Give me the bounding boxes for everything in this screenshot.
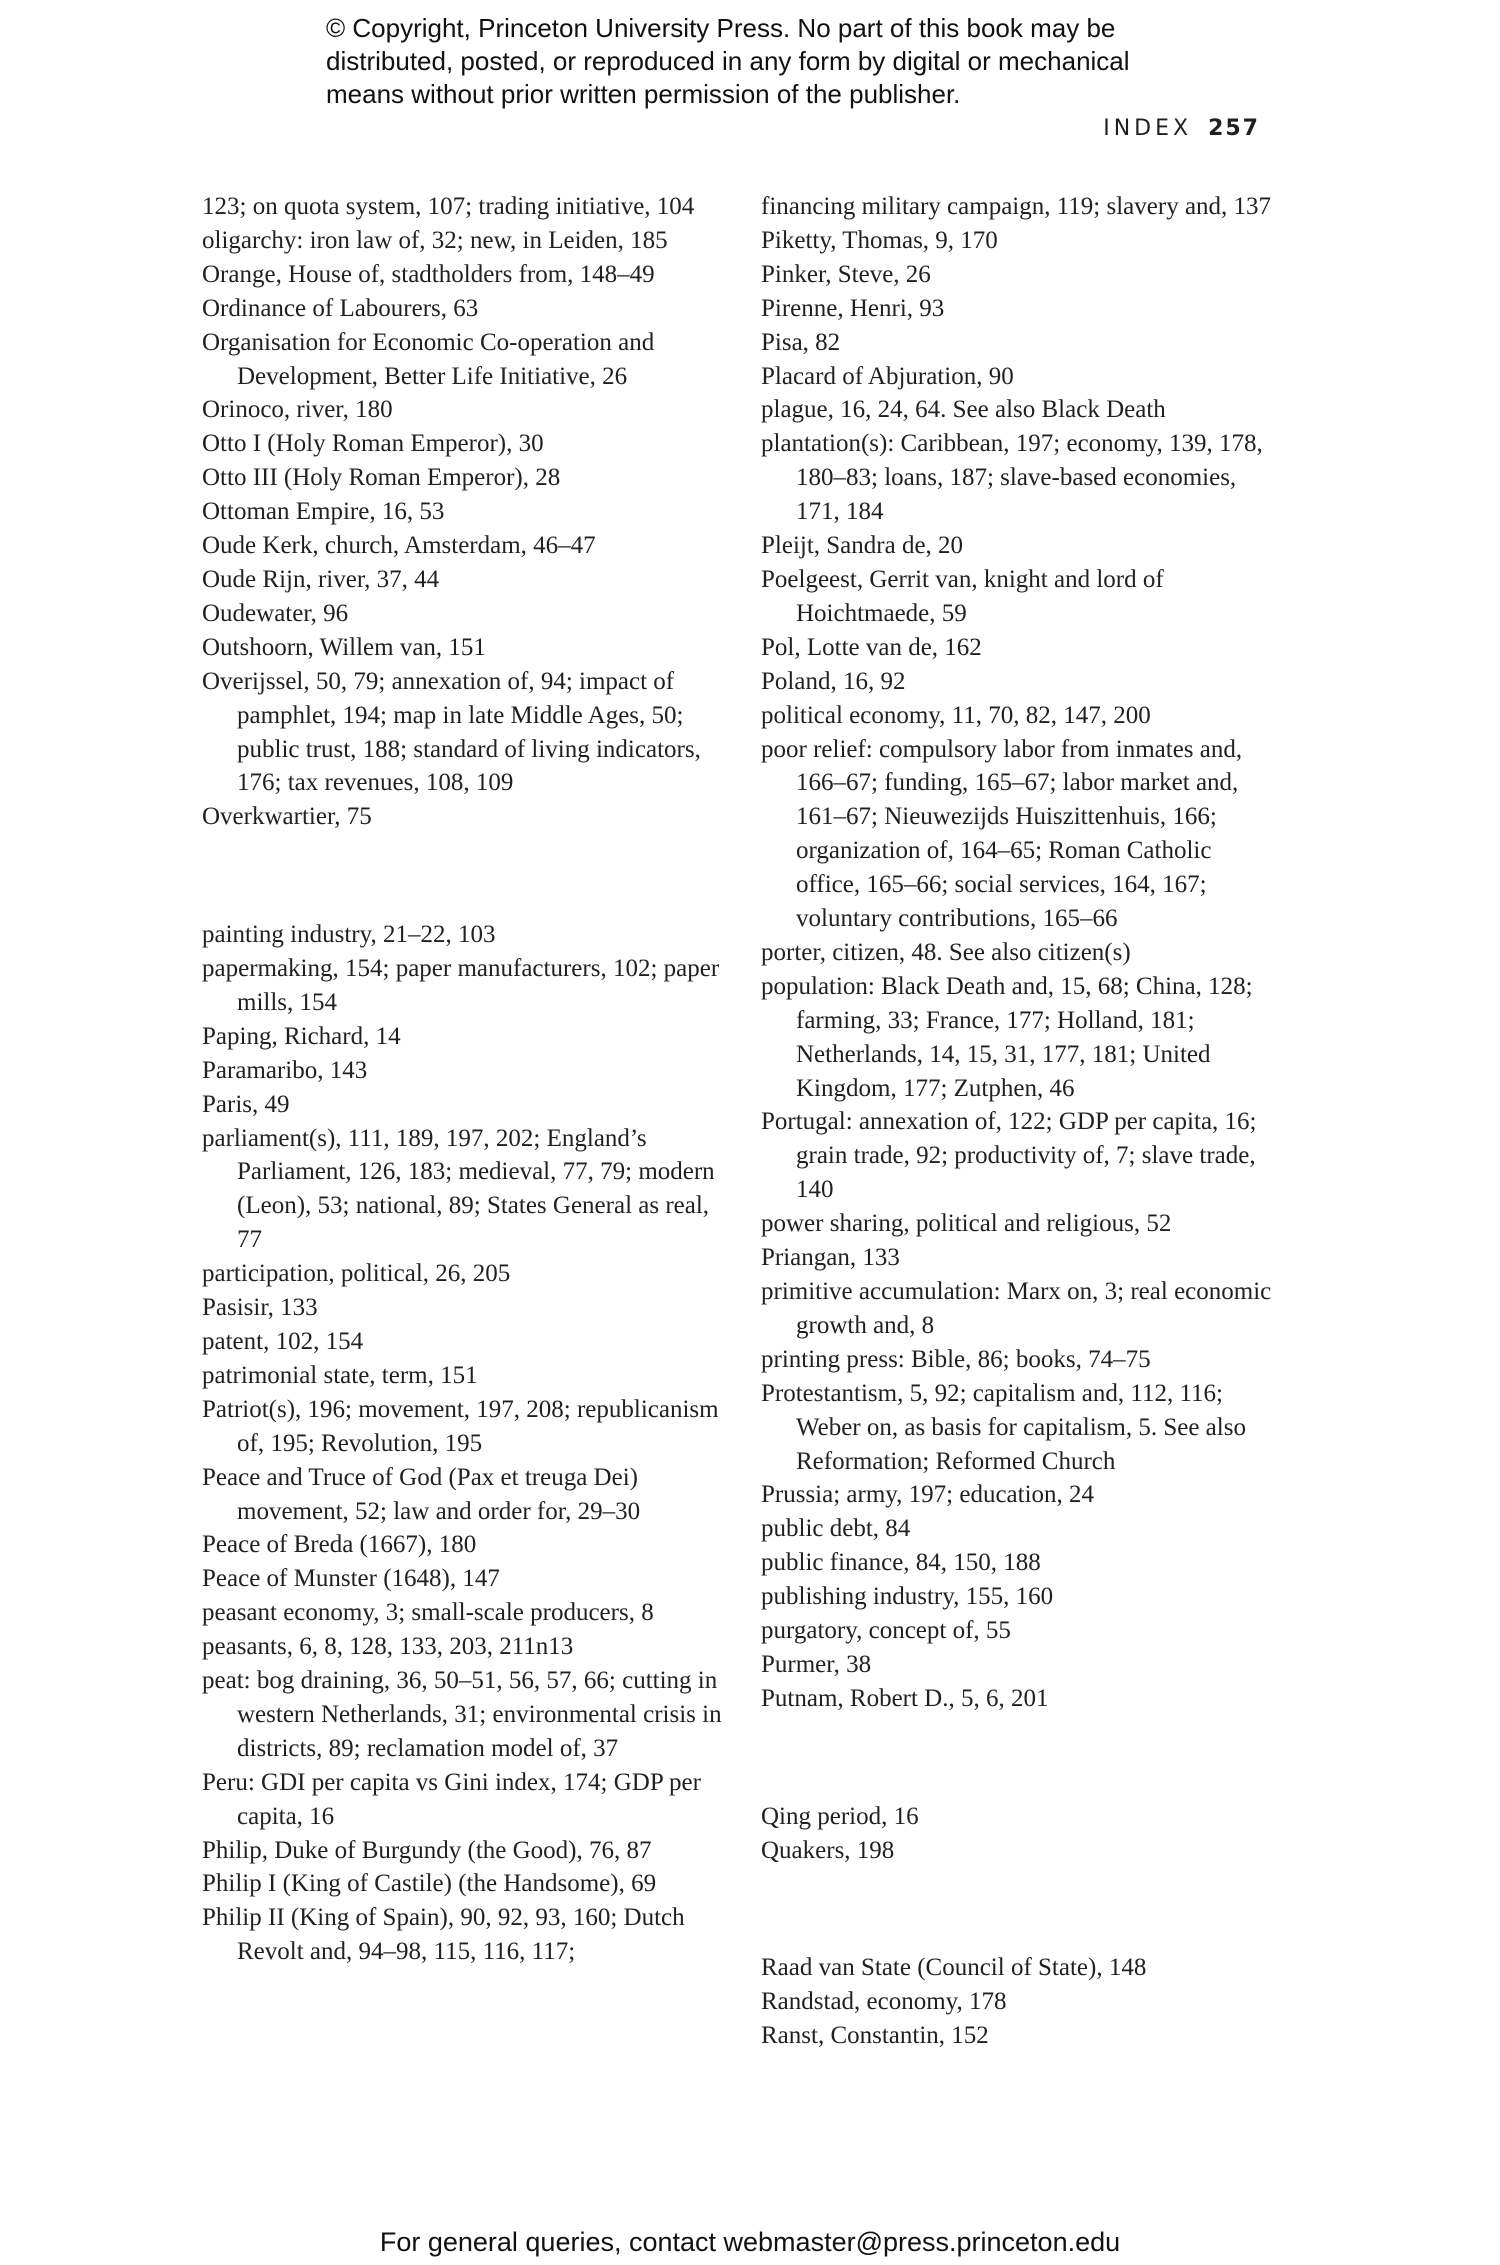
index-entry: Pinker, Steve, 26 <box>761 260 931 288</box>
index-column-left <box>202 190 722 1969</box>
index-entry: peasants, 6, 8, 128, 133, 203, 211n13 <box>202 1633 574 1661</box>
index-entry: Oude Rijn, river, 37, 44 <box>202 565 440 593</box>
index-entry: Outshoorn, Willem van, 151 <box>202 633 486 661</box>
index-entry: peat: bog draining, 36, 50–51, 56, 57, 66; cutting in western Netherlands, 31; environmental crisis in districts, 89; reclamation model of, 37 <box>202 1667 722 1762</box>
index-entry: primitive accumulation: Marx on, 3; real economic growth and, 8 <box>761 1278 1272 1339</box>
index-entry: Peru: GDI per capita vs Gini index, 174; GDP per capita, 16 <box>202 1768 701 1830</box>
index-section-gap <box>761 1892 1281 1926</box>
index-entry: porter, citizen, 48. See also citizen(s) <box>761 938 1131 966</box>
index-entry: Overkwartier, 75 <box>202 803 372 831</box>
index-entry: painting industry, 21–22, 103 <box>202 921 496 949</box>
index-entry: Paris, 49 <box>202 1090 290 1118</box>
index-entry: Pisa, 82 <box>761 328 841 356</box>
page-number: 257 <box>1208 116 1260 141</box>
footer-contact: For general queries, contact webmaster@press.princeton.edu <box>379 2227 1121 2257</box>
index-entry: political economy, 11, 70, 82, 147, 200 <box>761 701 1151 729</box>
index-entry: Purmer, 38 <box>761 1650 872 1678</box>
index-entry: Qing period, 16 <box>761 1802 919 1830</box>
index-entry: Patriot(s), 196; movement, 197, 208; republicanism of, 195; Revolution, 195 <box>202 1395 719 1457</box>
index-entry: Otto I (Holy Roman Emperor), 30 <box>202 430 544 458</box>
copyright-notice <box>326 12 1286 111</box>
index-section-gap <box>202 859 722 893</box>
index-entry: Ranst, Constantin, 152 <box>761 2022 989 2050</box>
index-entry: Ordinance of Labourers, 63 <box>202 294 479 322</box>
running-head <box>1103 116 1260 141</box>
index-entry: Organisation for Economic Co-operation and Development, Better Life Initiative, 26 <box>202 328 655 390</box>
index-entry: printing press: Bible, 86; books, 74–75 <box>761 1345 1151 1373</box>
index-entry: 123; on quota system, 107; trading initiative, 104 <box>202 193 695 220</box>
copyright-line: means without prior written permission of the publisher. <box>326 79 961 109</box>
index-entry: Prussia; army, 197; education, 24 <box>761 1481 1095 1509</box>
index-entry: Pleijt, Sandra de, 20 <box>761 532 964 560</box>
index-entry: Priangan, 133 <box>761 1244 900 1272</box>
index-entry: Otto III (Holy Roman Emperor), 28 <box>202 464 561 492</box>
index-entry: publishing industry, 155, 160 <box>761 1583 1054 1611</box>
index-entry: poor relief: compulsory labor from inmates and, 166–67; funding, 165–67; labor market and, 161–67; Nieuwezijds Huiszittenhuis, 166; organization of, 164–65; Roman Catholic office, 165–66; social services, 164, 167; voluntary contributions, 165–66 <box>761 735 1243 933</box>
index-entry: Ottoman Empire, 16, 53 <box>202 498 445 526</box>
index-entry: Orange, House of, stadtholders from, 148–49 <box>202 260 655 288</box>
index-column-right <box>761 190 1281 2053</box>
index-entry: Peace and Truce of God (Pax et treuga Dei) movement, 52; law and order for, 29–30 <box>202 1463 641 1525</box>
index-entry: purgatory, concept of, 55 <box>761 1617 1011 1645</box>
index-entry: oligarchy: iron law of, 32; new, in Leiden, 185 <box>202 226 668 254</box>
index-entry: participation, political, 26, 205 <box>202 1260 511 1288</box>
index-entry: plantation(s): Caribbean, 197; economy, 139, 178, 180–83; loans, 187; slave-based economies, 171, 184 <box>761 430 1263 526</box>
index-entry: Pasisir, 133 <box>202 1294 318 1322</box>
index-entry: Paramaribo, 143 <box>202 1056 368 1084</box>
index-entry: Pirenne, Henri, 93 <box>761 294 945 322</box>
index-entry: plague, 16, 24, 64. See also Black Death <box>761 396 1166 424</box>
running-head-title: INDEX <box>1103 116 1193 141</box>
index-entry: Pol, Lotte van de, 162 <box>761 633 982 661</box>
index-entry: patent, 102, 154 <box>202 1327 364 1355</box>
index-entry: Protestantism, 5, 92; capitalism and, 112, 116; Weber on, as basis for capitalism, 5. See also Reformation; Reformed Church <box>761 1379 1246 1475</box>
index-entry: power sharing, political and religious, 52 <box>761 1210 1172 1238</box>
index-entry: Orinoco, river, 180 <box>202 396 393 424</box>
index-entry: Philip II (King of Spain), 90, 92, 93, 160; Dutch Revolt and, 94–98, 115, 116, 117; <box>202 1904 685 1966</box>
index-entry: public finance, 84, 150, 188 <box>761 1549 1041 1577</box>
copyright-line: © Copyright, Princeton University Press. No part of this book may be <box>326 13 1116 43</box>
index-entry: Philip I (King of Castile) (the Handsome), 69 <box>202 1870 657 1898</box>
index-entry: Oudewater, 96 <box>202 599 349 627</box>
index-entry: papermaking, 154; paper manufacturers, 102; paper mills, 154 <box>202 955 720 1016</box>
index-entry: peasant economy, 3; small-scale producers, 8 <box>202 1599 654 1627</box>
index-entry: Portugal: annexation of, 122; GDP per capita, 16; grain trade, 92; productivity of, 7; slave trade, 140 <box>761 1108 1257 1204</box>
index-entry: public debt, 84 <box>761 1515 911 1543</box>
index-entry: Piketty, Thomas, 9, 170 <box>761 226 998 254</box>
index-entry: Overijssel, 50, 79; annexation of, 94; impact of pamphlet, 194; map in late Middle Ages, 50; public trust, 188; standard of living indicators, 176; tax revenues, 108, 109 <box>202 667 701 797</box>
index-entry: Paping, Richard, 14 <box>202 1022 401 1050</box>
index-section-gap <box>761 1741 1281 1775</box>
index-entry: Peace of Breda (1667), 180 <box>202 1531 477 1559</box>
index-entry: patrimonial state, term, 151 <box>202 1361 478 1389</box>
index-entry: parliament(s), 111, 189, 197, 202; England’s Parliament, 126, 183; medieval, 77, 79; modern (Leon), 53; national, 89; States General as real, 77 <box>202 1124 715 1254</box>
index-entry: Philip, Duke of Burgundy (the Good), 76, 87 <box>202 1836 652 1864</box>
index-entry: Peace of Munster (1648), 147 <box>202 1565 500 1593</box>
index-entry: financing military campaign, 119; slavery and, 137 <box>761 193 1272 220</box>
index-entry: Oude Kerk, church, Amsterdam, 46–47 <box>202 532 596 560</box>
copyright-line: distributed, posted, or reproduced in any form by digital or mechanical <box>326 46 1130 76</box>
index-entry: Placard of Abjuration, 90 <box>761 362 1014 390</box>
index-entry: population: Black Death and, 15, 68; China, 128; farming, 33; France, 177; Holland, 181; Netherlands, 14, 15, 31, 177, 181; United Kingdom, 177; Zutphen, 46 <box>761 972 1253 1102</box>
index-entry: Quakers, 198 <box>761 1836 895 1864</box>
index-entry: Poelgeest, Gerrit van, knight and lord of Hoichtmaede, 59 <box>761 565 1164 627</box>
index-entry: Poland, 16, 92 <box>761 667 906 695</box>
index-entry: Randstad, economy, 178 <box>761 1988 1007 2016</box>
index-entry: Raad van State (Council of State), 148 <box>761 1954 1147 1982</box>
index-entry: Putnam, Robert D., 5, 6, 201 <box>761 1684 1049 1712</box>
